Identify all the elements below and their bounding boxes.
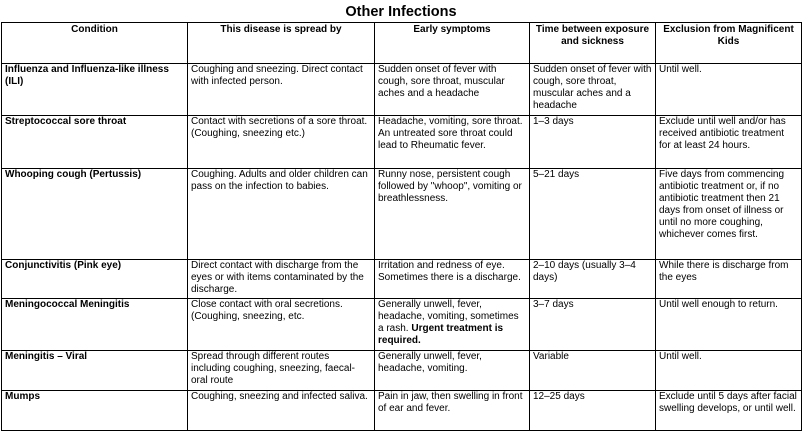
exclusion-cell: Until well. [656, 351, 802, 391]
exclusion-cell: Until well. [656, 64, 802, 116]
infections-table [1, 22, 802, 431]
exclusion-cell: While there is discharge from the eyes [656, 260, 802, 299]
symptoms-cell: Irritation and redness of eye. Sometimes there is a discharge. [375, 260, 530, 299]
table-row [2, 169, 802, 260]
condition-cell: Whooping cough (Pertussis) [2, 169, 188, 260]
symptoms-cell: Pain in jaw, then swelling in front of ear and fever. [375, 391, 530, 431]
exclusion-cell: Five days from commencing antibiotic treatment or, if no antibiotic treatment then 21 days from onset of illness or until no more coughing, whichever comes first. [656, 169, 802, 260]
table-row [2, 116, 802, 169]
time-cell: 12–25 days [530, 391, 656, 431]
exclusion-cell: Exclude until well and/or has received antibiotic treatment for at least 24 hours. [656, 116, 802, 169]
symptoms-cell [375, 299, 530, 351]
time-cell: Variable [530, 351, 656, 391]
symptoms-cell: Sudden onset of fever with cough, sore throat, muscular aches and a headache [375, 64, 530, 116]
header-row [2, 23, 802, 64]
table-row [2, 64, 802, 116]
page-title: Other Infections [345, 4, 457, 20]
condition-cell: Mumps [2, 391, 188, 431]
condition-cell: Influenza and Influenza-like illness (ILI) [2, 64, 188, 116]
header-exclusion: Exclusion from Magnificent Kids [656, 23, 802, 64]
spread-cell: Coughing. Adults and older children can pass on the infection to babies. [188, 169, 375, 260]
header-time: Time between exposure and sickness [530, 23, 656, 64]
condition-cell: Streptococcal sore throat [2, 116, 188, 169]
spread-cell: Contact with secretions of a sore throat. (Coughing, sneezing etc.) [188, 116, 375, 169]
spread-cell: Close contact with oral secretions. (Coughing, sneezing, etc. [188, 299, 375, 351]
header-symptoms: Early symptoms [375, 23, 530, 64]
time-cell: 1–3 days [530, 116, 656, 169]
spread-cell: Spread through different routes including coughing, sneezing, faecal-oral route [188, 351, 375, 391]
condition-cell: Meningococcal Meningitis [2, 299, 188, 351]
spread-cell: Coughing and sneezing. Direct contact with infected person. [188, 64, 375, 116]
condition-cell: Meningitis – Viral [2, 351, 188, 391]
condition-cell: Conjunctivitis (Pink eye) [2, 260, 188, 299]
table-row [2, 351, 802, 391]
table-row [2, 391, 802, 431]
table-row [2, 260, 802, 299]
symptoms-cell: Runny nose, persistent cough followed by "whoop", vomiting or breathlessness. [375, 169, 530, 260]
time-cell: 2–10 days (usually 3–4 days) [530, 260, 656, 299]
urgent-note: Urgent treatment is required. [378, 323, 504, 346]
symptoms-cell: Generally unwell, fever, headache, vomiting. [375, 351, 530, 391]
time-cell: 3–7 days [530, 299, 656, 351]
exclusion-cell: Exclude until 5 days after facial swelling develops, or until well. [656, 391, 802, 431]
spread-cell: Coughing, sneezing and infected saliva. [188, 391, 375, 431]
table-row [2, 299, 802, 351]
header-spread: This disease is spread by [188, 23, 375, 64]
time-cell: 5–21 days [530, 169, 656, 260]
time-cell: Sudden onset of fever with cough, sore throat, muscular aches and a headache [530, 64, 656, 116]
symptoms-cell: Headache, vomiting, sore throat. An untreated sore throat could lead to Rheumatic fever. [375, 116, 530, 169]
symptoms-text: Generally unwell, fever, headache, vomiting, sometimes a rash. [378, 299, 519, 334]
spread-cell: Direct contact with discharge from the eyes or with items contaminated by the discharge. [188, 260, 375, 299]
header-condition: Condition [2, 23, 188, 64]
exclusion-cell: Until well enough to return. [656, 299, 802, 351]
